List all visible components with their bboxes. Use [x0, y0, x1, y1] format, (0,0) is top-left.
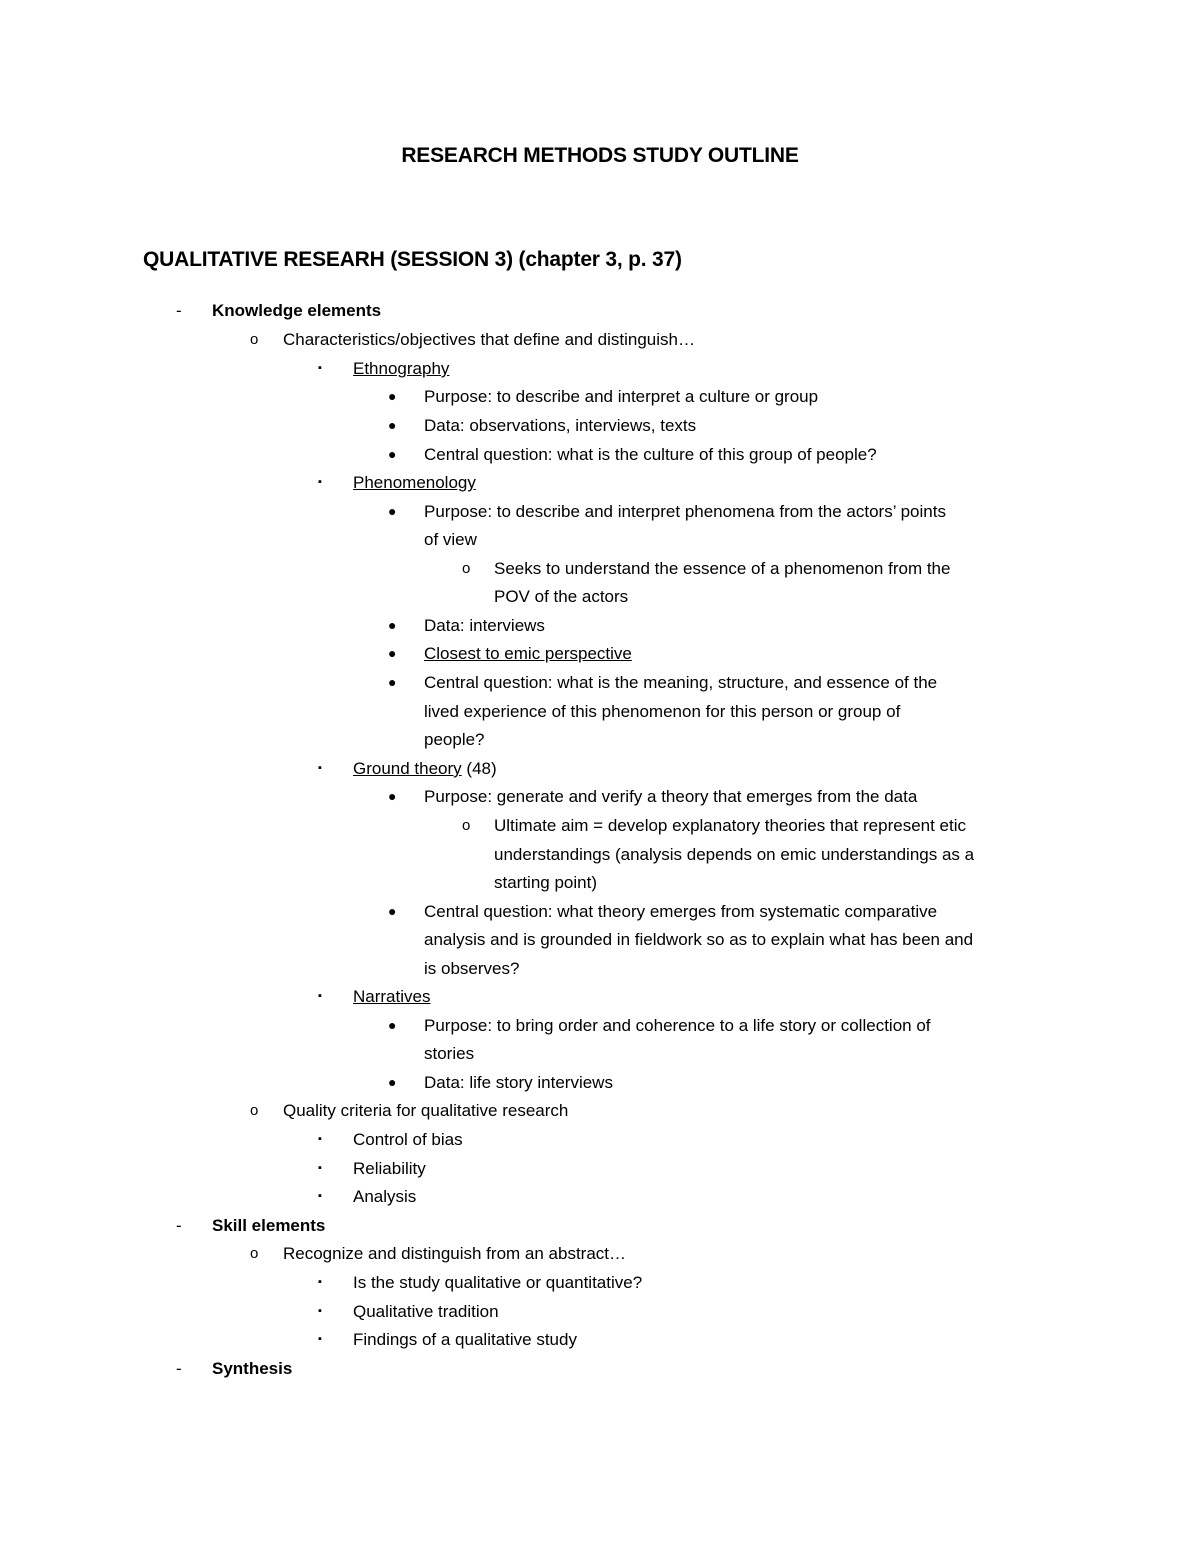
bullet-marker: ● [388, 788, 397, 804]
square-marker: ▪ [318, 1190, 322, 1202]
list-item-text: Central question: what is the meaning, structure, and essence of the [424, 673, 938, 692]
dash-marker: - [176, 301, 182, 320]
list-item-text: Purpose: to bring order and coherence to a life story or collection of [424, 1016, 931, 1035]
square-marker: ▪ [318, 1162, 322, 1174]
dash-marker: - [176, 1359, 182, 1378]
list-item-text: analysis and is grounded in fieldwork so as to explain what has been and [424, 930, 974, 949]
list-item-text: of view [424, 530, 477, 549]
dash-marker: - [176, 1216, 182, 1235]
section-heading: QUALITATIVE RESEARH (SESSION 3) (chapter 3, p. 37) [143, 248, 682, 271]
bullet-marker: ● [388, 446, 397, 462]
bullet-marker: ● [388, 674, 397, 690]
bullet-marker: ● [388, 1074, 397, 1090]
bullet-marker: ● [388, 645, 397, 661]
document-title: RESEARCH METHODS STUDY OUTLINE [401, 144, 799, 167]
list-item-text: Analysis [353, 1187, 417, 1206]
square-marker: ▪ [318, 990, 322, 1002]
outline-item-label: Characteristics/objectives that define and distinguish… [283, 330, 695, 349]
list-item-text: POV of the actors [494, 587, 629, 606]
list-item-text: Central question: what theory emerges from systematic comparative [424, 902, 938, 921]
list-item-text: Purpose: generate and verify a theory that emerges from the data [424, 787, 918, 806]
bullet-marker: ● [388, 417, 397, 433]
square-marker: ▪ [318, 476, 322, 488]
list-item-text: Data: observations, interviews, texts [424, 416, 697, 435]
list-item-text: is observes? [424, 959, 520, 978]
list-item-text: Is the study qualitative or quantitative? [353, 1273, 643, 1292]
list-item-text: Central question: what is the culture of this group of people? [424, 445, 877, 464]
outline-item-label: Synthesis [212, 1359, 293, 1378]
list-item-text: Purpose: to describe and interpret phenomena from the actors’ points [424, 502, 946, 521]
bullet-marker: ● [388, 617, 397, 633]
list-item-text: Purpose: to describe and interpret a culture or group [424, 387, 819, 406]
bullet-marker: ● [388, 903, 397, 919]
outline-item-label: Narratives [353, 987, 431, 1006]
outline-item-label: Recognize and distinguish from an abstract… [283, 1244, 627, 1263]
outline-item-label: Quality criteria for qualitative research [283, 1101, 569, 1120]
bullet-marker: ● [388, 388, 397, 404]
list-item-text: people? [424, 730, 485, 749]
outline-item-label: Skill elements [212, 1216, 326, 1235]
list-item-text: Data: interviews [424, 616, 545, 635]
list-item-text: Qualitative tradition [353, 1302, 499, 1321]
square-marker: ▪ [318, 1133, 322, 1145]
circle-marker: o [250, 1245, 259, 1262]
outline-item-label-group [353, 754, 497, 783]
list-item-text: Findings of a qualitative study [353, 1330, 577, 1349]
outline-item-label: Knowledge elements [212, 301, 382, 320]
list-item-text: Seeks to understand the essence of a phenomenon from the [494, 559, 951, 578]
list-item-text: lived experience of this phenomenon for this person or group of [424, 702, 901, 721]
outline-item-label: Ethnography [353, 359, 450, 378]
square-marker: ▪ [318, 1333, 322, 1345]
outline-item-label: Ground theory [353, 759, 462, 778]
bullet-marker: ● [388, 503, 397, 519]
list-item-text: Reliability [353, 1159, 426, 1178]
list-item-text: understandings (analysis depends on emic understandings as a [494, 845, 975, 864]
square-marker: ▪ [318, 1276, 322, 1288]
circle-marker: o [462, 817, 471, 834]
list-item-text: stories [424, 1044, 475, 1063]
page-reference: (48) [461, 759, 497, 778]
outline-item-label: Phenomenology [353, 473, 476, 492]
list-item-text: Data: life story interviews [424, 1073, 613, 1092]
bullet-marker: ● [388, 1017, 397, 1033]
list-item-text: starting point) [494, 873, 597, 892]
circle-marker: o [462, 560, 471, 577]
list-item-text: Ultimate aim = develop explanatory theories that represent etic [494, 816, 966, 835]
square-marker: ▪ [318, 362, 322, 374]
square-marker: ▪ [318, 1305, 322, 1317]
list-item-text: Closest to emic perspective [424, 644, 632, 663]
circle-marker: o [250, 1102, 259, 1119]
list-item-text: Control of bias [353, 1130, 463, 1149]
square-marker: ▪ [318, 762, 322, 774]
circle-marker: o [250, 331, 259, 348]
